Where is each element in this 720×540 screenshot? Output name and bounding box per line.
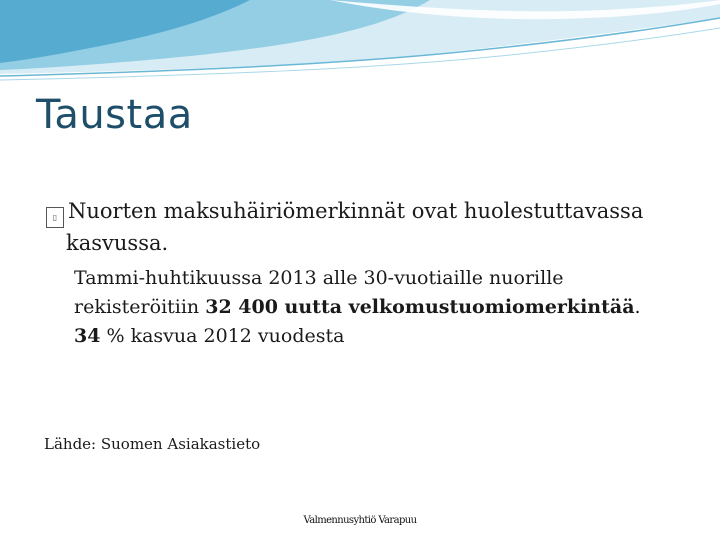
main-bullet-line-1 bbox=[46, 196, 696, 228]
detail-line-2 bbox=[74, 293, 694, 322]
detail-line-2-suffix: . bbox=[634, 296, 641, 318]
footer-text: Valmennusyhtiö Varapuu bbox=[303, 515, 417, 526]
slide-title: Taustaa bbox=[36, 92, 193, 138]
main-bullet bbox=[46, 196, 696, 259]
detail-line-2-bold: 32 400 uutta velkomustuomiomerkintää bbox=[205, 296, 635, 318]
source-note: Lähde: Suomen Asiakastieto bbox=[44, 435, 261, 453]
bullet-placeholder-icon: ▯ bbox=[46, 207, 64, 228]
main-bullet-text-2: kasvussa. bbox=[66, 231, 169, 255]
detail-line-1: Tammi-huhtikuussa 2013 alle 30-vuotiaille nuorille bbox=[74, 267, 564, 289]
header-wave-decoration bbox=[0, 0, 720, 90]
detail-line-3-rest: % kasvua 2012 vuodesta bbox=[100, 325, 345, 347]
detail-line-3 bbox=[74, 322, 694, 351]
detail-line-2-prefix: rekisteröitiin bbox=[74, 296, 206, 318]
detail-paragraph bbox=[74, 264, 694, 351]
detail-line-3-bold: 34 bbox=[74, 325, 101, 347]
main-bullet-text-1: Nuorten maksuhäiriömerkinnät ovat huolestuttavassa bbox=[68, 199, 644, 223]
